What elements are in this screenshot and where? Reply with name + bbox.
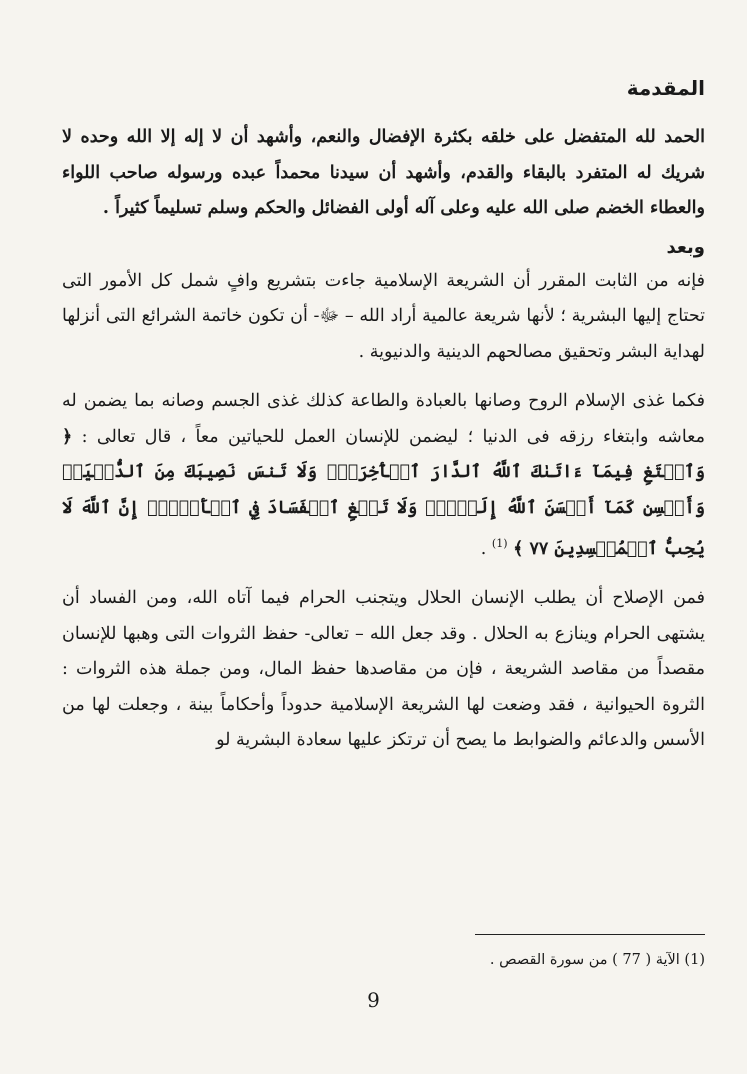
page-heading: المقدمة [626,76,705,100]
footnote: (1) الآية ( 77 ) من سورة القصص . [489,952,705,968]
footnote-separator [475,934,705,935]
paragraph-end-mark: . [480,538,487,559]
wa-baad-heading: وبعد [666,236,705,258]
paragraph-sharia: فإنه من الثابت المقرر أن الشريعة الإسلامية جاءت بتشريع وافٍ شمل كل الأمور التى تحتاج إليها البشرية ؛ لأنها شريعة عالمية أراد الله – ﷻ- أن تكون خاتمة الشرائع التى أنزلها لهداية البشر وتحقيق مصالحهم الدينية والدنيوية . [62,270,705,362]
page-number: 9 [367,988,380,1012]
footnote-reference: (1) [491,537,508,550]
paragraph-soul-body-text: فكما غذى الإسلام الروح وصانها بالعبادة والطاعة كذلك غذى الجسم وصانه بما يضمن له معاشه وابتغاء رزقه فى الدنيا ؛ ليضمن للإنسان العمل للحياتين معاً ، قال تعالى : [62,391,705,447]
paragraph-reform: فمن الإصلاح أن يطلب الإنسان الحلال ويتجنب الحرام فيما آتاه الله، ومن الفساد أن يشتهى الحرام وينازع به الحلال . وقد جعل الله – تعالى- حفظ الثروات التى وهبها للإنسان مقصداً من مقاصد الشريعة ، فإن من مقاصدها حفظ المال، ومن جملة هذه الثروات : الثروة الحيوانية ، فقد وضعت لها الشريعة الإسلامية حدوداً وأحكاماً بينة ، وجعلت لها من الأسس والدعائم والضوابط ما يصح أن ترتكز عليها سعادة البشرية لو [62,588,705,751]
quran-verse: ﴿ وَٱبۡتَغِ فِيمَآ ءَاتَىٰكَ ٱللَّهُ ٱلدَّارَ ٱلۡأٓخِرَةَۖ وَلَا تَنسَ نَصِيبَكَ مِنَ ٱلدُّنۡيَاۖ وَأَحۡسِن كَمَآ أَحۡسَنَ ٱللَّهُ إِلَيۡكَۖ وَلَا تَبۡغِ ٱلۡفَسَادَ فِي ٱلۡأَرۡضِۖ إِنَّ ٱللَّهَ لَا يُحِبُّ ٱلۡمُفۡسِدِينَ ٧٧ ﴾ [62,426,705,559]
paragraph-soul-body [62,384,705,567]
intro-paragraph: الحمد لله المتفضل على خلقه بكثرة الإفضال والنعم، وأشهد أن لا إله إلا الله وحده لا شريك له المتفرد بالبقاء والقدم، وأشهد أن سيدنا محمداً عبده ورسوله صاحب اللواء والعطاء الخضم صلى الله عليه وعلى آله أولى الفضائل والحكم وسلم تسليماً كثيراً . [62,127,705,218]
